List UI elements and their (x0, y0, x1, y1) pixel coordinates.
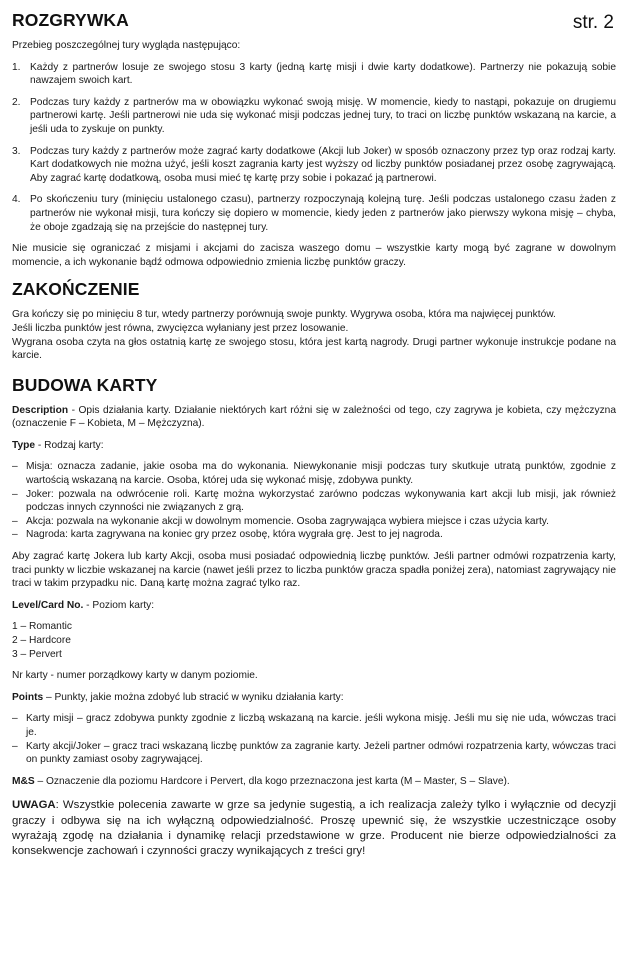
points-list-item (12, 712, 616, 739)
step-number: 1. (12, 61, 21, 73)
level-paragraph (12, 599, 616, 613)
rozgrywka-outro: Nie musicie się ograniczać z misjami i akcjami do zacisza waszego domu – wszystkie karty mogą być zagrane w dowolnym momencie, a ich wykonanie bądź odmowa odpowiednio zmienia liczbę punktów graczy. (12, 243, 616, 268)
type-item-text: Joker: pozwala na odwrócenie roli. Kartę można wykorzystać zarówno podczas wykonywania kart akcji lub misji, jak również podczas innych czynności nie związanych z grą. (26, 488, 616, 514)
dash-marker: – (12, 529, 18, 541)
warning-text: : Wszystkie polecenia zawarte w grze sa jedynie sugestią, a ich realizacja zależy tylko i wyłącznie od decyzji graczy i odbywa się na ich wyłączną odpowiedzialność. Proszę upewnić się, że wszystkie uczestniczące osoby wyrażają zgodę na działania i dynamikę relacji przedstawione w grze. Producent nie bierze odpowiedzialności za konsekwencje zachowań i czynności graczy wynikających z treści gry! (12, 799, 616, 857)
type-list-item (12, 488, 616, 515)
section-title-rozgrywka: ROZGRYWKA (12, 10, 129, 30)
step-text: Po skończeniu tury (minięciu ustalonego czasu), partnerzy rozpoczynają kolejną turę. Jeśli podczas ustalonego czasu żaden z partnerów nie wykonał misji, tura kończy się dopiero w momencie, kiedy jeden z partnerów jako pierwszy wykona misję – chyba, że oboje zgadzają się na przejście do następnej tury. (30, 194, 616, 233)
dash-marker: – (12, 488, 18, 500)
dash-marker: – (12, 740, 18, 752)
description-text: - Opis działania karty. Działanie niektórych kart różni się w zależności od tego, czy zagrywa je kobieta, czy mężczyzna (oznaczenie F – Kobieta, M – Mężczyzna). (12, 404, 616, 430)
card-number-note: Nr karty - numer porządkowy karty w danym poziomie. (12, 670, 258, 682)
step-item (12, 193, 616, 234)
section-title-zakonczenie: ZAKOŃCZENIE (12, 279, 140, 300)
ms-paragraph (12, 775, 616, 789)
ms-label: M&S (12, 775, 35, 787)
type-list-item (12, 528, 616, 542)
type-text: - Rodzaj karty: (35, 439, 104, 451)
zakonczenie-line: Jeśli liczba punktów jest równa, zwycięzca wyłaniany jest przez losowanie. (12, 322, 349, 334)
rozgrywka-steps (12, 61, 616, 235)
page-number: str. 2 (572, 12, 614, 33)
warning-paragraph (12, 798, 616, 859)
level-item: 3 – Pervert (12, 648, 62, 660)
step-text: Podczas tury każdy z partnerów ma w obowiązku wykonać swoją misję. W momencie, kiedy to nastąpi, pokazuje on drugiemu partnerowi kartę. Jeśli partnerowi nie uda się wykonać misji podczas jednej tury, to traci on liczbę punktów wskazaną na karcie, a jeśli uda to zyskuje on punkty. (30, 96, 616, 135)
step-number: 2. (12, 96, 21, 108)
type-list-item (12, 515, 616, 529)
step-item (12, 61, 616, 88)
step-item (12, 145, 616, 186)
ms-text: – Oznaczenie dla poziomu Hardcore i Pervert, dla kogo przeznaczona jest karta (M – Master, S – Slave). (34, 775, 510, 787)
description-paragraph (12, 404, 616, 431)
type-label: Type (12, 439, 36, 451)
step-number: 4. (12, 194, 21, 206)
dash-marker: – (12, 515, 18, 527)
type-item-text: Akcja: pozwala na wykonanie akcji w dowolnym momencie. Osoba zagrywająca wybiera miejsce i czas użycia karty. (26, 515, 549, 527)
zakonczenie-text (12, 308, 616, 362)
points-item-text: Karty misji – gracz zdobywa punkty zgodnie z liczbą wskazaną na karcie. jeśli wykona misję. Jeśli mu się nie uda, wówczas traci je. (26, 713, 616, 738)
joker-note: Aby zagrać kartę Jokera lub karty Akcji, osoba musi posiadać odpowiednią liczbę punktów. Jeśli partner odmówi rozpatrzenia karty, traci punkty w liczbie wskazanej na karcie (nawet jeśli przez to liczba punktów gracza spadła poniżej zera), natomiast zagrywający nie traci w takim przypadku nic. Daną kartę można zagrać tylko raz. (12, 551, 616, 590)
points-label: Points (12, 691, 44, 703)
step-item (12, 96, 616, 137)
step-text: Podczas tury każdy z partnerów może zagrać karty dodatkowe (Akcji lub Joker) w sposób oznaczony przez typ oraz rodzaj karty. Kart dodatkowych nie można użyć, jeśli koszt zagrania karty jest wyższy od liczby punktów posiadanej przez osobę zagrywającą. Aby zagrać kartę dodatkową, osoba musi mieć tę kartę przy sobie i pokazać ją partnerowi. (30, 145, 616, 184)
level-list (12, 620, 616, 661)
points-list-item (12, 740, 616, 767)
description-label: Description (12, 404, 69, 416)
warning-label: UWAGA (12, 799, 56, 812)
dash-marker: – (12, 713, 18, 725)
points-item-text: Karty akcji/Joker – gracz traci wskazaną liczbę punktów za zagranie karty. Jeżeli partner odmówi rozpatrzenia karty, wówczas traci on punkty zamiast osoby zagrywającej. (26, 740, 616, 766)
zakonczenie-line: Gra kończy się po minięciu 8 tur, wtedy partnerzy porównują swoje punkty. Wygrywa osoba, która ma najwięcej punktów. (12, 309, 556, 321)
type-item-text: Nagroda: karta zagrywana na koniec gry przez osobę, która wygrała grę. Jest to jej nagroda. (26, 529, 443, 541)
type-item-text: Misja: oznacza zadanie, jakie osoba ma do wykonania. Niewykonanie misji podczas tury skutkuje utratą punktów, zgodnie z wartością wskazaną na karcie. Osoba, której uda się wykonać misję, zdobywa punkty. (26, 461, 616, 487)
points-list (12, 712, 616, 766)
step-text: Każdy z partnerów losuje ze swojego stosu 3 karty (jedną kartę misji i dwie karty dodatkowe). Partnerzy nie pokazują sobie nawzajem swoich kart. (30, 61, 616, 87)
level-item: 2 – Hardcore (12, 635, 71, 646)
dash-marker: – (12, 461, 18, 473)
level-label: Level/Card No. (12, 599, 84, 611)
step-number: 3. (12, 145, 21, 157)
zakonczenie-line: Wygrana osoba czyta na głos ostatnią kartę ze swojego stosu, która jest kartą nagrody. Drugi partner wykonuje instrukcje podane na karcie. (12, 336, 616, 362)
section-title-budowa-karty: BUDOWA KARTY (12, 374, 158, 395)
points-text: – Punkty, jakie można zdobyć lub stracić w wyniku działania karty: (43, 691, 344, 703)
level-text: - Poziom karty: (83, 599, 155, 611)
level-item: 1 – Romantic (12, 621, 73, 633)
type-list-item (12, 460, 616, 487)
document-page (12, 10, 616, 859)
rozgrywka-intro: Przebieg poszczególnej tury wygląda następująco: (12, 40, 241, 51)
type-paragraph (12, 439, 616, 453)
points-paragraph (12, 691, 616, 705)
type-list (12, 460, 616, 542)
